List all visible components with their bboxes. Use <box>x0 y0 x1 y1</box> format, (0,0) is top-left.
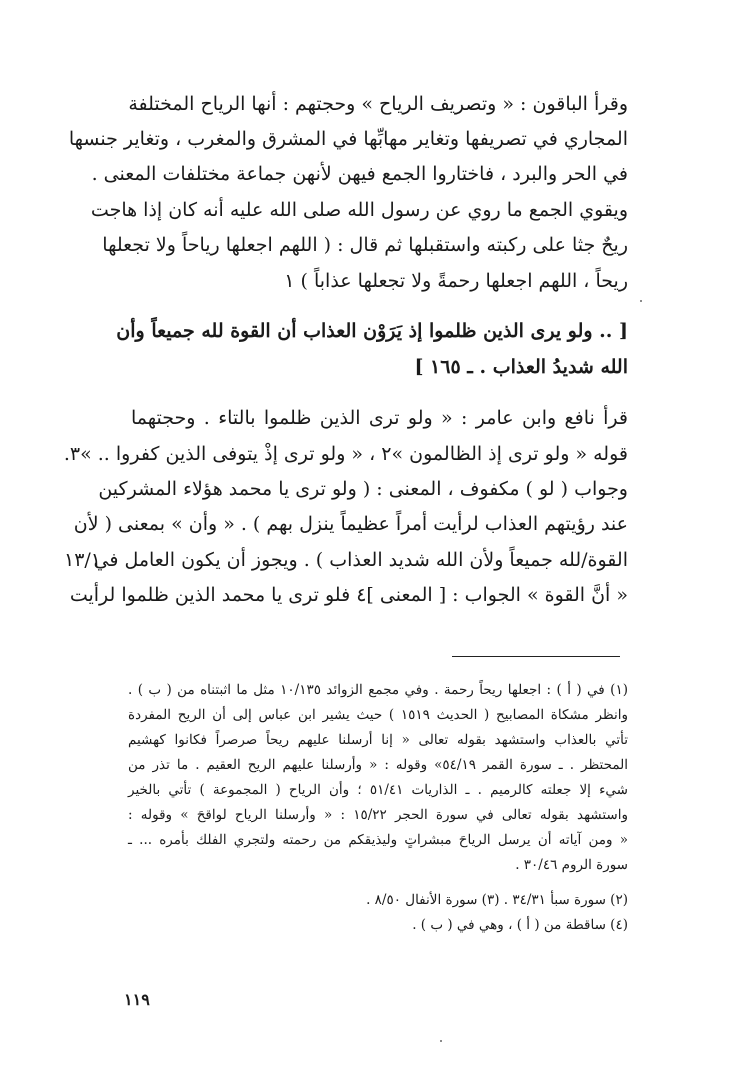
scan-speck <box>640 300 642 302</box>
body-line: « أنَّ القوة » الجواب : [ المعنى ]٤ فلو ترى يا محمد الذين ظلموا لرأيت <box>69 584 628 606</box>
footnote-line: (٤) ساقطة من ( أ ) ، وهي في ( ب ) . <box>412 917 628 933</box>
scan-speck <box>440 1040 442 1042</box>
body-line: قوله « ولو ترى إذ الظالمون »٢ ، « ولو ترى إذْ يتوفى الذين كفروا .. »٣. <box>63 443 628 465</box>
verse-line: الله شديدُ العذاب . ـ ١٦٥ ] <box>414 356 628 378</box>
body-line: ويقوي الجمع ما روي عن رسول الله صلى الله عليه أنه كان إذا هاجت <box>90 199 628 221</box>
body-line: المجاري في تصريفها وتغاير مهابِّها في المشرق والمغرب ، وتغاير جنسها <box>68 128 628 150</box>
footnote-line: وانظر مشكاة المصابيح ( الحديث ١٥١٩ ) حيث يشير ابن عباس إلى أن الريح المفردة <box>128 707 628 723</box>
footnote-line: سورة الروم ٣٠/٤٦ . <box>515 857 628 873</box>
body-line: قرأ نافع وابن عامر : « ولو ترى الذين ظلموا بالتاء . وحجتهما <box>131 407 628 429</box>
footnote-separator <box>452 656 620 657</box>
body-line: وقرأ الباقون : « وتصريف الرياح » وحجتهم : أنها الرياح المختلفة <box>128 93 628 115</box>
verse-line: [ .. ولو يرى الذين ظلموا إذ يَرَوْن العذاب أن القوة لله جميعاً وأن <box>116 320 628 342</box>
footnote-line: المحتظر . ـ سورة القمر ٥٤/١٩» وقوله : « وأرسلنا عليهم الريح العقيم . ما تذر من <box>128 757 629 773</box>
footnote-line: (١) في ( أ ) : اجعلها ريحاً رحمة . وفي مجمع الزوائد ١٠/١٣٥ مثل ما اثبتناه من ( ب ) . <box>128 682 628 698</box>
body-line: في الحر والبرد ، فاختاروا الجمع فيهن لأنهن جماعة مختلفات المعنى . <box>91 163 628 185</box>
body-line: القوة/لله جميعاً ولأن الله شديد العذاب ) . ويجوز أن يكون العامل في <box>93 549 628 571</box>
footnote-line: تأتي بالعذاب واستشهد بقوله تعالى « إنا أرسلنا عليهم ريحاً صرصراً فكانوا كهشيم <box>128 732 628 748</box>
margin-reference: ١٣/١ <box>64 549 102 571</box>
body-line: وجواب ( لو ) مكفوف ، المعنى : ( ولو ترى يا محمد هؤلاء المشركين <box>98 478 628 500</box>
body-line: ريحٌ جثا على ركبته واستقبلها ثم قال : ( اللهم اجعلها رياحاً ولا تجعلها <box>102 234 628 256</box>
page-number: ١١٩ <box>124 990 150 1009</box>
footnote-line: (٢) سورة سبأ ٣٤/٣١ . (٣) سورة الأنفال ٨/٥٠ . <box>366 892 628 908</box>
footnote-line: واستشهد بقوله تعالى في سورة الحجر ١٥/٢٢ : « وأرسلنا الرياح لواقحَ » وقوله : <box>128 807 628 823</box>
footnote-line: « ومن آياته أن يرسل الرياحَ مبشراتٍ وليذيقكم من رحمته ولتجري الفلك بأمره ... ـ <box>128 832 628 848</box>
footnote-line: شيء إلا جعلته كالرميم . ـ الذاريات ٥١/٤١ ؛ وأن الرياح ( المجموعة ) تأتي بالخير <box>128 782 628 798</box>
body-line: ريحاً ، اللهم اجعلها رحمةً ولا تجعلها عذاباً ) ١ <box>284 270 628 292</box>
body-line: عند رؤيتهم العذاب لرأيت أمراً عظيماً ينزل بهم ) . « وأن » بمعنى ( لأن <box>73 513 628 535</box>
